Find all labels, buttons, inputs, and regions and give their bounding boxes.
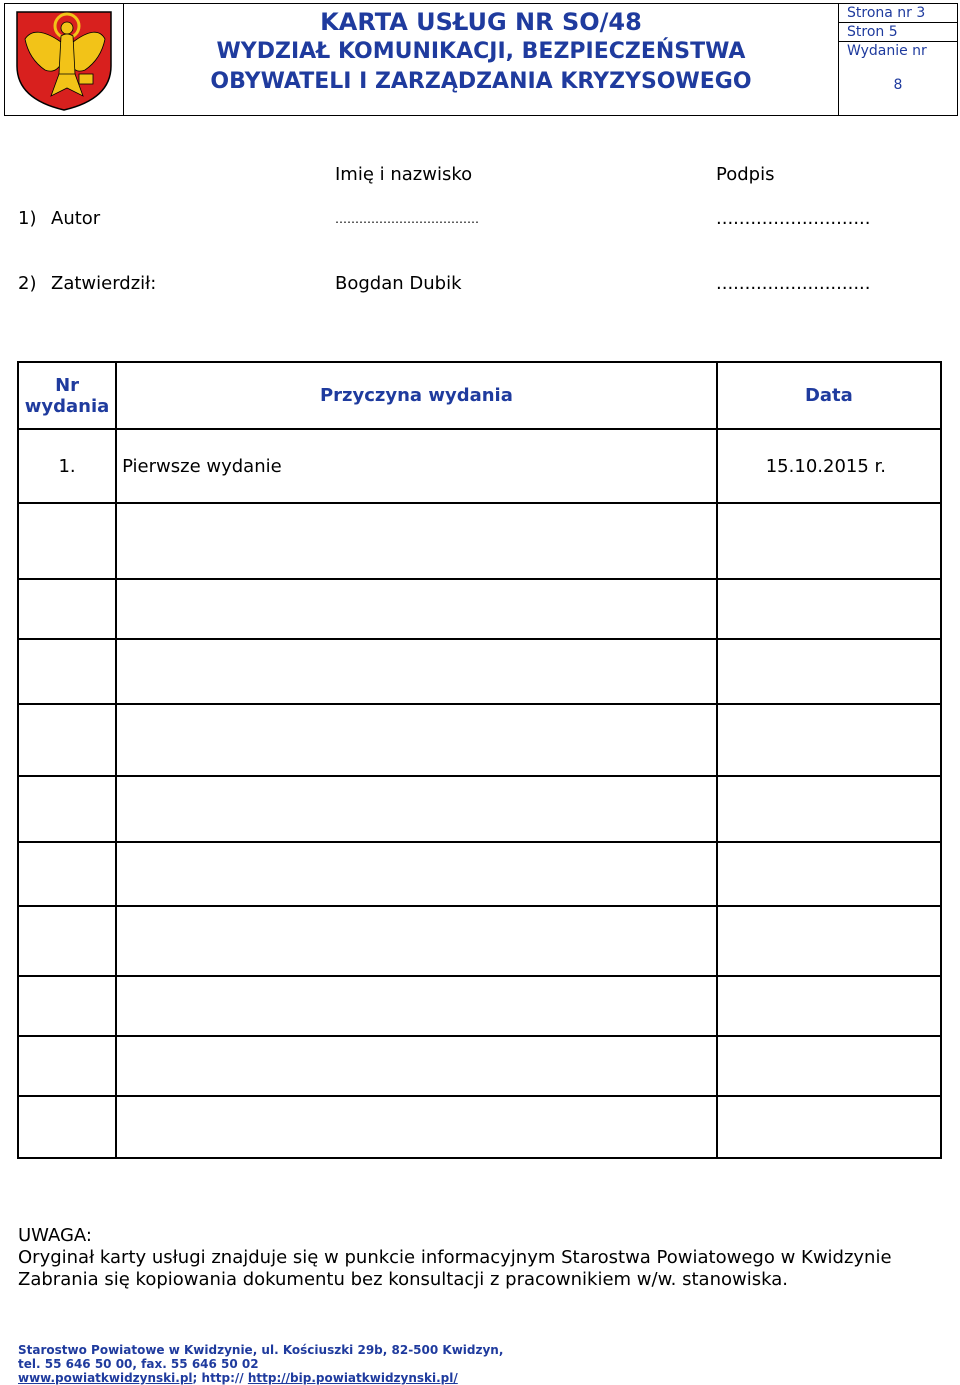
eagle-shield-icon: [5, 4, 123, 115]
header-nr: [18, 362, 116, 429]
website-link[interactable]: www.powiatkwidzynski.pl: [18, 1371, 193, 1385]
edition-value: 8: [893, 77, 903, 93]
row-1-nr: 1.: [18, 429, 116, 503]
header-title: [124, 4, 839, 115]
header-nr-line2: wydania: [24, 395, 110, 417]
page-count: Stron 5: [839, 23, 957, 42]
footer-phone: tel. 55 646 50 00, fax. 55 646 50 02: [18, 1357, 259, 1371]
table-row: [18, 704, 941, 776]
sig-row-2-role: Zatwierdził:: [51, 273, 157, 294]
bip-link[interactable]: http://bip.powiatkwidzynski.pl/: [247, 1371, 458, 1385]
sig-row-1-name: ………………………………: [335, 212, 479, 226]
table-row: [18, 976, 941, 1036]
sig-row-1-signature: ...........................: [716, 208, 871, 229]
edition-label: Wydanie nr: [847, 43, 927, 59]
table-row: [18, 842, 941, 906]
table-row: [18, 776, 941, 842]
header-reason: Przyczyna wydania: [116, 362, 717, 429]
sig-row-1-role: Autor: [51, 208, 101, 229]
coat-of-arms-logo: [5, 4, 124, 115]
header-date: Data: [717, 362, 941, 429]
footer-address: Starostwo Powiatowe w Kwidzynie, ul. Kościuszki 29b, 82-500 Kwidzyn,: [18, 1343, 504, 1357]
footer-links: [18, 1371, 458, 1385]
table-header-row: [18, 362, 941, 429]
table-row: [18, 579, 941, 639]
table-row: [18, 906, 941, 976]
revision-table: [17, 361, 942, 1159]
row-1-reason: Pierwsze wydanie: [116, 429, 717, 503]
title-line-3: OBYWATELI I ZARZĄDZANIA KRYZYSOWEGO: [210, 69, 752, 94]
table-row: [18, 1096, 941, 1158]
title-line-1: KARTA USŁUG NR SO/48: [320, 8, 642, 36]
note-title: UWAGA:: [18, 1225, 92, 1246]
header-nr-line1: Nr: [55, 374, 80, 396]
table-row: [18, 503, 941, 579]
title-line-2: WYDZIAŁ KOMUNIKACJI, BEZPIECZEŃSTWA: [216, 39, 746, 64]
header: [4, 3, 958, 116]
sig-row-2-name: Bogdan Dubik: [335, 273, 462, 294]
page-number: Strona nr 3: [839, 4, 957, 23]
note-line-2: Zabrania się kopiowania dokumentu bez konsultacji z pracownikiem w/w. stanowiska.: [18, 1269, 788, 1290]
row-1-date: 15.10.2015 r.: [717, 429, 941, 503]
header-meta: [839, 4, 957, 115]
col-sign-heading: Podpis: [716, 164, 775, 185]
note-line-1: Oryginał karty usługi znajduje się w punkcie informacyjnym Starostwa Powiatowego w Kwidzynie: [18, 1247, 892, 1268]
sig-row-2-num: 2): [18, 273, 37, 294]
footer-separator: ; http://: [192, 1371, 248, 1385]
sig-row-1-num: 1): [18, 208, 37, 229]
table-row: [18, 639, 941, 704]
sig-row-2-signature: ...........................: [716, 273, 871, 294]
table-row: [18, 1036, 941, 1096]
table-row: [18, 429, 941, 503]
col-name-heading: Imię i nazwisko: [335, 164, 473, 185]
